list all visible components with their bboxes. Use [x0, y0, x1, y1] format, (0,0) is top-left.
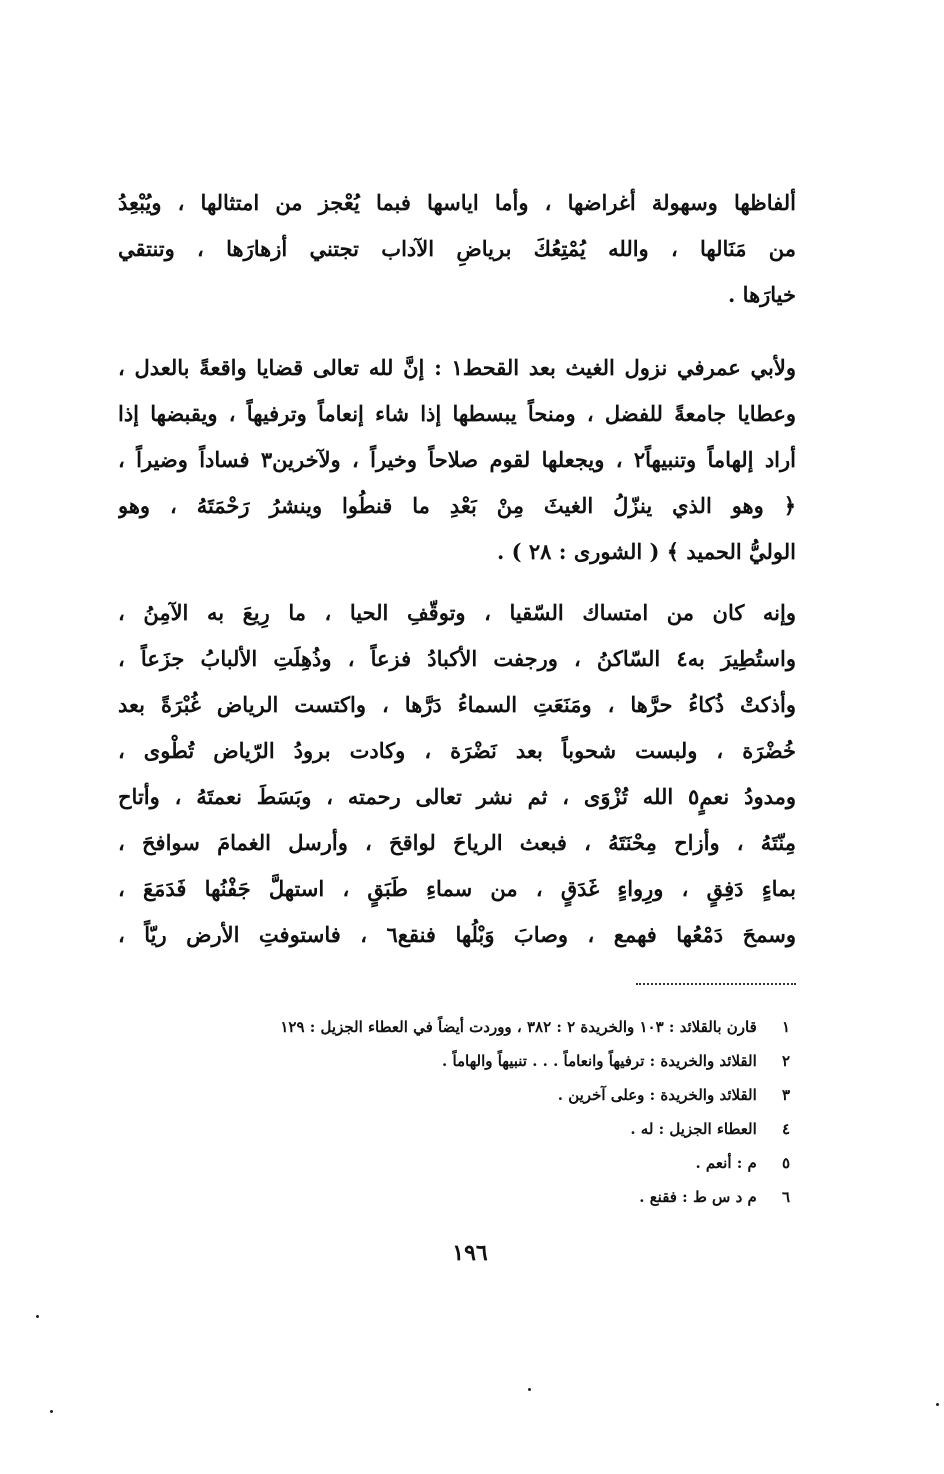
footnote-text: القلائد والخريدة : وعلى آخرين . — [557, 1086, 757, 1104]
scan-speck — [528, 1388, 531, 1391]
footnote-text: قارن بالقلائد : ١٠٣ والخريدة ٢ : ٣٨٢ ، ووردت أيضاً في العطاء الجزيل : ١٢٩ — [280, 1018, 757, 1036]
text-line: من مَنَالها ، والله يُمْتِعُكَ برياضِ الآداب تجتني أزهارَها ، وتنتقي — [118, 236, 796, 261]
text-line: أراد إلهاماً وتنبيهاً٢ ، ويجعلها لقوم صلاحاً وخيراً ، ولآخرين٣ فساداً وضيراً ، — [118, 447, 796, 472]
scan-speck — [36, 1315, 39, 1318]
text-line: مِنّتَهُ ، وأزاح مِحْنَتَهُ ، فبعث الرياحَ لواقحَ ، وأرسل الغمامَ سوافحَ ، — [118, 830, 796, 855]
footnote-separator — [636, 983, 796, 985]
footnote — [140, 1180, 790, 1214]
footnote-number: ٣ — [781, 1086, 790, 1104]
text-line: ألفاظها وسهولة أغراضها ، وأما اياسها فبما يُعْجز من امتثالها ، ويُبْعِدُ — [118, 190, 796, 215]
text-line: وعطايا جامعةً للفضل ، ومنحاً يبسطها إذا شاء إنعاماً وترفيهاً ، ويقبضها إذا — [118, 401, 796, 426]
text-line: خيارَها . — [728, 282, 796, 307]
text-line: خُضْرَة ، ولبست شحوباً بعد نَضْرَة ، وكادت برودُ الرّياض تُطْوى ، — [118, 738, 796, 763]
text-line: وسمحَ دَمْعُها فهمع ، وصابَ وَبْلُها فنقع٦ ، فاستوفتِ الأرض ريّاً ، — [118, 922, 796, 947]
text-line: بماءٍ دَفِقٍ ، ورِواءٍ غَدَقٍ ، من سماءِ طَبَقٍ ، استهلَّ جَفْنُها فَدَمَعَ ، — [118, 876, 796, 901]
footnote-number: ١ — [781, 1018, 790, 1036]
paragraph-1 — [118, 180, 796, 318]
text-line: ومدودُ نعمٍ٥ الله تُزْوَى ، ثم نشر تعالى رحمته ، وبَسَطَ نعمتَهُ ، وأتاح — [118, 784, 796, 809]
footnote — [140, 1078, 790, 1112]
footnote — [140, 1044, 790, 1078]
footnote-text: م د س ط : فقنع . — [639, 1188, 757, 1206]
footnote-text: العطاء الجزيل : له . — [630, 1120, 757, 1138]
text-line: وأذكتْ ذُكاءُ حرَّها ، ومَنَعَتِ السماءُ دَرَّها ، واكتست الرياض غُبْرَةً بعد — [118, 692, 796, 717]
scan-speck — [936, 1403, 939, 1406]
text-line: ﴿ وهو الذي ينزّلُ الغيثَ مِنْ بَعْدِ ما قنطُوا وينشرُ رَحْمَتَهُ ، وهو — [118, 493, 796, 518]
footnote — [140, 1146, 790, 1180]
text-line: واستُطِيرَ به٤ السّاكنُ ، ورجفت الأكبادُ فزعاً ، وذُهِلَتِ الألبابُ جزَعاً ، — [118, 646, 796, 671]
text-line: الوليُّ الحميد ﴾ ( الشورى : ٢٨ ) . — [497, 539, 796, 564]
footnote — [140, 1010, 790, 1044]
paragraph-3 — [118, 590, 796, 958]
footnote-text: القلائد والخريدة : ترفيهاً وانعاماً . . . تنبيهاً والهاماً . — [442, 1052, 757, 1070]
footnote-number: ٢ — [781, 1052, 790, 1070]
paragraph-2 — [118, 345, 796, 575]
footnote-number: ٥ — [781, 1154, 790, 1172]
footnote — [140, 1112, 790, 1146]
page-number: ١٩٦ — [452, 1240, 488, 1266]
text-line: ولأبي عمرفي نزول الغيث بعد القحط١ : إنَّ لله تعالى قضايا واقعةً بالعدل ، — [118, 355, 796, 380]
footnote-text: م : أنعم . — [695, 1154, 757, 1172]
footnote-number: ٦ — [781, 1188, 790, 1206]
scan-speck — [50, 1410, 53, 1413]
text-line: وإنه كان من امتساك السّقيا ، وتوقّفِ الحيا ، ما رِيعَ به الآمِنُ ، — [118, 600, 796, 625]
footnotes — [140, 1010, 790, 1214]
footnote-number: ٤ — [781, 1120, 790, 1138]
